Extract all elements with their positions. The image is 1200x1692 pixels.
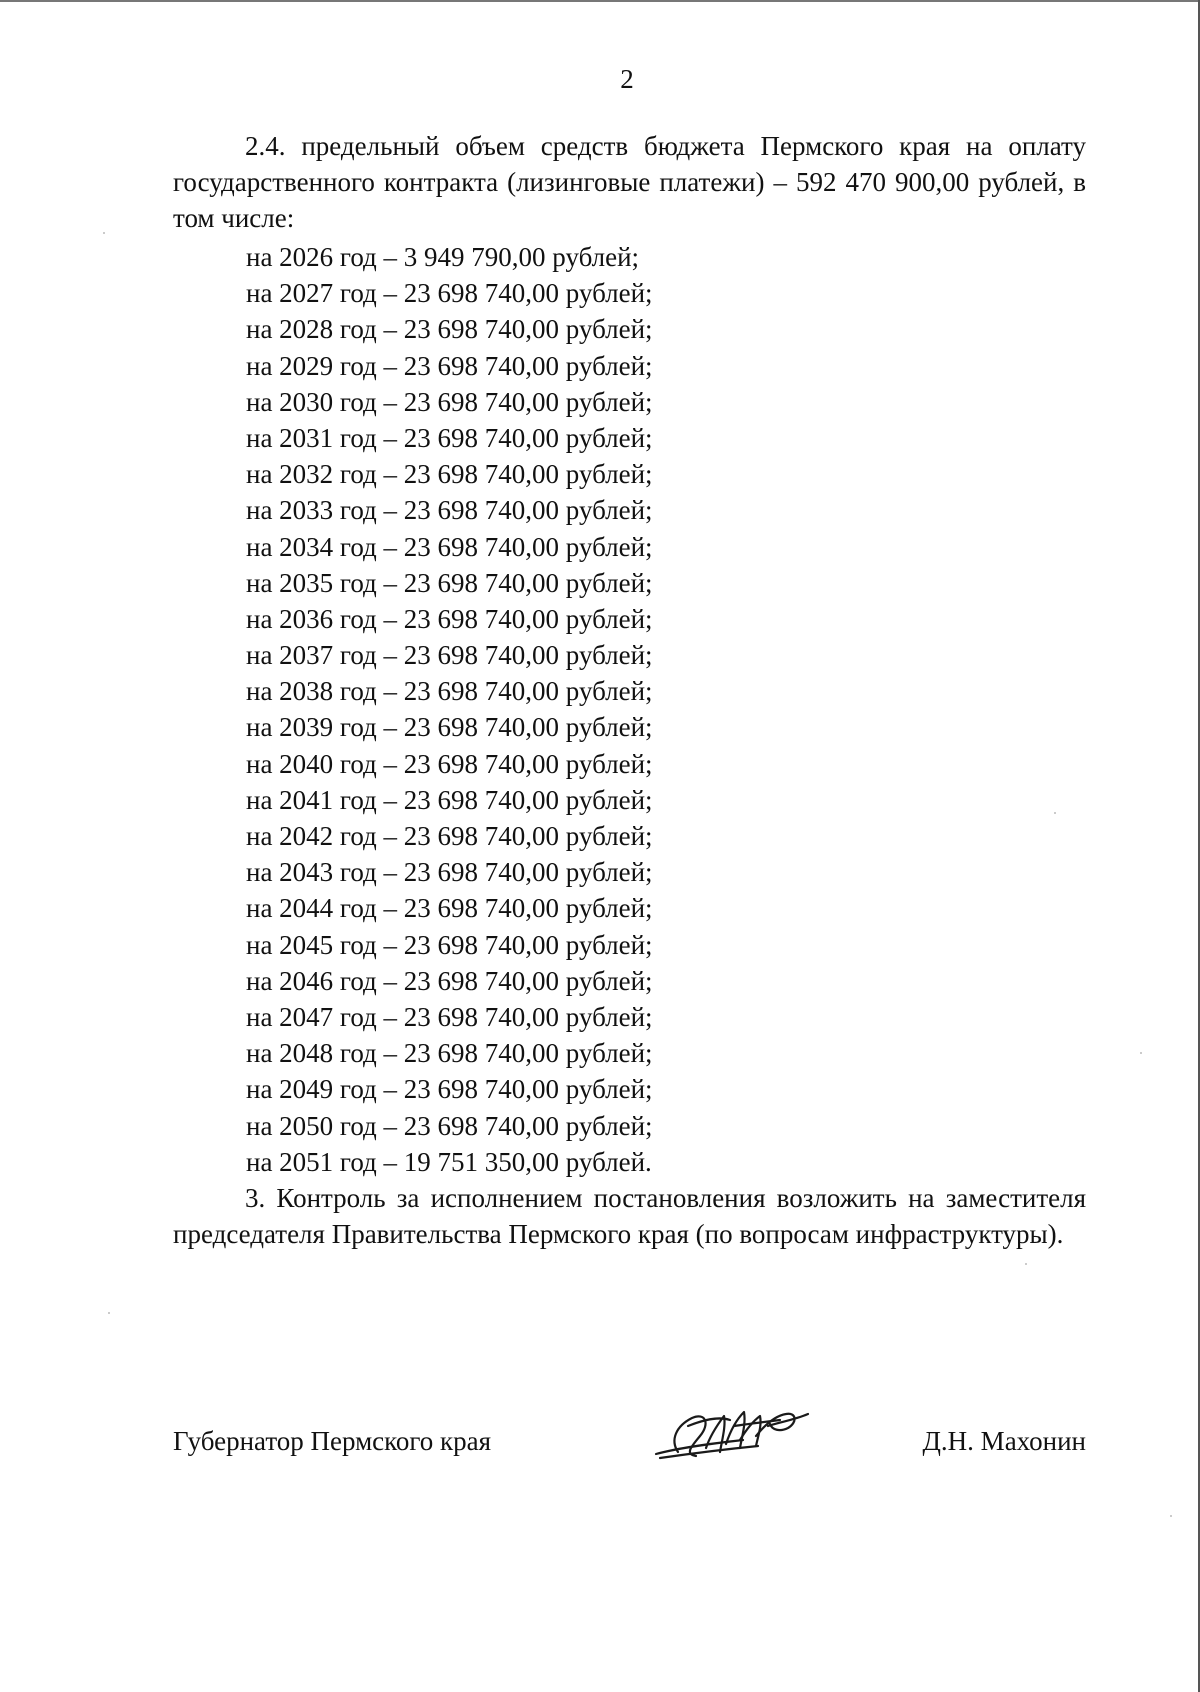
list-item: на 2050 год – 23 698 740,00 рублей;	[246, 1110, 653, 1141]
list-item: на 2048 год – 23 698 740,00 рублей;	[246, 1038, 653, 1069]
paragraph-2-4	[173, 128, 1086, 236]
list-item: на 2032 год – 23 698 740,00 рублей;	[246, 459, 653, 490]
list-item: на 2051 год – 19 751 350,00 рублей.	[246, 1146, 652, 1177]
scan-speck	[1170, 1515, 1172, 1517]
scan-edge-top	[0, 0, 1200, 2]
list-item: на 2030 год – 23 698 740,00 рублей;	[246, 386, 653, 417]
scan-speck	[1025, 1263, 1027, 1265]
list-item: на 2040 год – 23 698 740,00 рублей;	[246, 748, 653, 779]
list-item: на 2033 год – 23 698 740,00 рублей;	[246, 495, 653, 526]
list-item: на 2026 год – 3 949 790,00 рублей;	[246, 242, 640, 272]
paragraph-3	[173, 1180, 1086, 1252]
signer-name: Д.Н. Махонин	[922, 1426, 1086, 1456]
list-item: на 2028 год – 23 698 740,00 рублей;	[246, 314, 653, 345]
list-item: на 2039 год – 23 698 740,00 рублей;	[246, 712, 653, 743]
list-item: на 2047 год – 23 698 740,00 рублей;	[246, 1001, 653, 1032]
list-item: на 2044 год – 23 698 740,00 рублей;	[246, 893, 653, 924]
list-item: на 2046 год – 23 698 740,00 рублей;	[246, 965, 653, 996]
handwritten-signature-icon	[648, 1396, 823, 1476]
signature-block	[173, 1424, 1086, 1464]
paragraph-3-text: 3. Контроль за исполнением постановления возложить на заместителя председателя Правительства Пермского края (по вопросам инфраструктуры).	[173, 1183, 1086, 1249]
page-number: 2	[620, 64, 634, 94]
signer-title: Губернатор Пермского края	[173, 1426, 492, 1456]
list-item: на 2038 год – 23 698 740,00 рублей;	[246, 676, 653, 707]
list-item: на 2035 год – 23 698 740,00 рублей;	[246, 567, 653, 598]
list-item: на 2045 год – 23 698 740,00 рублей;	[246, 929, 653, 960]
list-item: на 2042 год – 23 698 740,00 рублей;	[246, 821, 653, 851]
list-item: на 2034 год – 23 698 740,00 рублей;	[246, 531, 653, 562]
scan-speck	[1140, 1052, 1142, 1054]
list-item: на 2027 год – 23 698 740,00 рублей;	[246, 278, 653, 309]
list-item: на 2029 год – 23 698 740,00 рублей;	[246, 350, 653, 381]
scan-speck	[103, 232, 105, 234]
list-item: на 2049 год – 23 698 740,00 рублей;	[246, 1074, 653, 1105]
list-item: на 2041 год – 23 698 740,00 рублей;	[246, 784, 653, 815]
paragraph-2-4-text: 2.4. предельный объем средств бюджета Пермского края на оплату государственного контракта (лизинговые платежи) – 592 470 900,00 рублей, в том числе:	[173, 131, 1086, 233]
list-item: на 2037 год – 23 698 740,00 рублей;	[246, 640, 653, 671]
list-item: на 2043 год – 23 698 740,00 рублей;	[246, 857, 653, 888]
scan-speck	[108, 1312, 110, 1314]
list-item: на 2031 год – 23 698 740,00 рублей;	[246, 422, 653, 453]
payment-schedule-list	[246, 239, 653, 1180]
list-item: на 2036 год – 23 698 740,00 рублей;	[246, 603, 653, 634]
scan-speck	[1054, 812, 1056, 814]
